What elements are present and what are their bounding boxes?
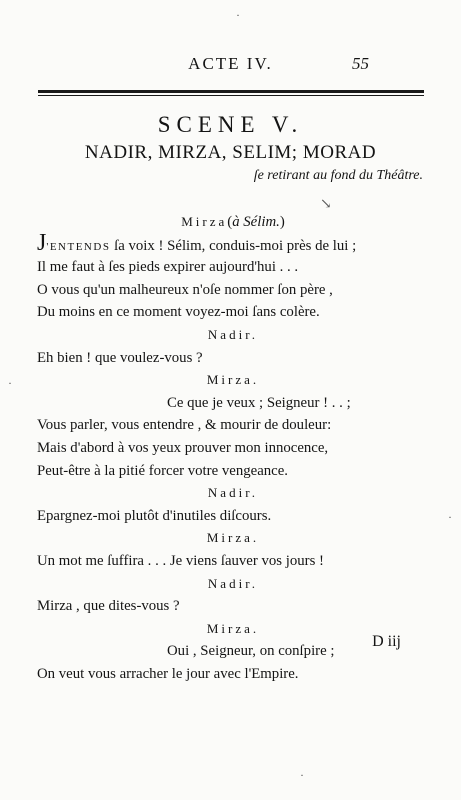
ink-speck: · xyxy=(300,768,304,782)
speaker-heading: Mirza. xyxy=(206,530,260,546)
speaker-direction-text: à Sélim. xyxy=(232,214,280,230)
verse-line: Vous parler, vous entendre , & mourir de douleur: xyxy=(37,417,332,434)
speaker-heading: Mirza. xyxy=(206,620,260,636)
ink-mark: ↘ xyxy=(320,197,332,212)
verse-line: Il me faut à ſes pieds expirer aujourd'hui . . . xyxy=(37,259,299,276)
ink-speck: · xyxy=(8,376,12,390)
verse-text: ſa voix ! Sélim, conduis-moi près de lui ; xyxy=(110,237,357,254)
small-caps-word: 'ENTENDS xyxy=(46,240,111,253)
scene-characters: NADIR, MIRZA, SELIM; MORAD xyxy=(84,142,377,163)
ink-speck: · xyxy=(448,510,452,524)
verse-line xyxy=(37,229,429,257)
verse-line: O vous qu'un malheureux n'oſe nommer ſon père , xyxy=(37,281,333,298)
stage-direction: ſe retirant au fond du Théâtre. xyxy=(253,168,423,183)
signature-mark: D iij xyxy=(372,633,401,650)
verse-line: Ce que je veux ; Seigneur ! . . ; xyxy=(167,394,351,411)
dialogue-block xyxy=(37,211,429,685)
speaker-heading: Mirza. xyxy=(206,372,260,388)
verse-line: Un mot me ſuffira . . . Je viens ſauver vos jours ! xyxy=(37,552,324,569)
speaker-heading xyxy=(37,211,429,234)
speaker-direction: (à Sélim.) xyxy=(227,214,285,230)
verse-line: Mirza , que dites-vous ? xyxy=(37,598,180,615)
speaker-heading: Nadir. xyxy=(207,575,259,591)
header-rule-thick xyxy=(38,90,424,93)
page-number: 55 xyxy=(352,54,369,73)
speaker-heading: Nadir. xyxy=(207,485,259,501)
verse-line: Peut-être à la pitié forcer votre vengeance. xyxy=(37,462,288,479)
scene-title: SCENE V. xyxy=(157,112,304,137)
drop-cap: J xyxy=(37,229,47,256)
ink-speck: · xyxy=(236,8,240,22)
verse-line: Mais d'abord à vos yeux prouver mon innocence, xyxy=(37,439,329,456)
verse-line: Eh bien ! que voulez-vous ? xyxy=(37,349,203,366)
speaker-heading: Nadir. xyxy=(207,326,259,342)
speaker-name: Mirza xyxy=(181,214,228,229)
header-rule-thin xyxy=(38,95,424,96)
verse-line: On veut vous arracher le jour avec l'Empire. xyxy=(37,665,299,682)
verse-line: Epargnez-moi plutôt d'inutiles diſcours. xyxy=(37,507,272,524)
act-title: ACTE IV. xyxy=(188,54,273,73)
running-head xyxy=(0,54,461,78)
verse-line: Du moins en ce moment voyez-moi ſans colère. xyxy=(37,304,320,321)
verse-line: Oui , Seigneur, on conſpire ; xyxy=(167,643,335,660)
